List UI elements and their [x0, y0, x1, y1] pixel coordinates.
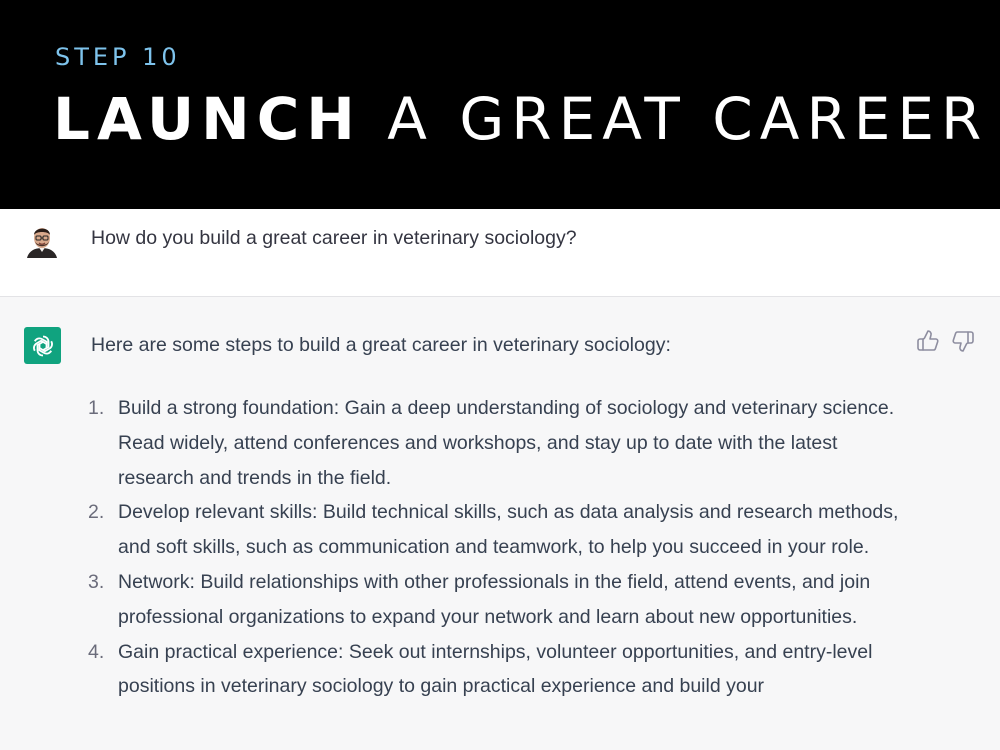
thumbs-up-icon[interactable] — [916, 329, 940, 353]
list-item — [88, 635, 911, 705]
user-avatar — [24, 222, 60, 258]
banner-title-bold: LAUNCH — [53, 85, 362, 153]
user-message-row — [0, 209, 1000, 297]
list-item — [88, 495, 911, 565]
steps-list — [88, 391, 911, 704]
list-item-text: Gain practical experience: Seek out internships, volunteer opportunities, and entry-level positions in veterinary sociology to gain practical experience and build your — [118, 640, 873, 698]
thumbs-down-icon[interactable] — [951, 329, 975, 353]
list-number: 1. — [88, 397, 105, 419]
list-number: 2. — [88, 501, 105, 524]
list-item-text: Develop relevant skills: Build technical skills, such as data analysis and research methods, and soft skills, such as communication and teamwork, to help you succeed in your role. — [118, 501, 899, 559]
user-question: How do you build a great career in veterinary sociology? — [91, 227, 577, 249]
list-item-text: Network: Build relationships with other professionals in the field, attend events, and join professional organizations to expand your network and learn about new opportunities. — [118, 570, 871, 628]
header-banner — [0, 0, 1000, 209]
banner-title-rest: A GREAT CAREER — [387, 85, 989, 153]
list-item — [88, 565, 911, 635]
list-item — [88, 391, 911, 495]
assistant-logo-icon — [24, 327, 61, 364]
list-number: 3. — [88, 570, 105, 593]
assistant-message-row — [0, 297, 1000, 750]
banner-title — [53, 86, 988, 152]
list-item-text: Build a strong foundation: Gain a deep understanding of sociology and veterinary science. Read widely, attend conferences and workshops, and stay up to date with the latest research and trends in the field. — [118, 397, 895, 489]
assistant-intro: Here are some steps to build a great career in veterinary sociology: — [91, 334, 671, 356]
list-number: 4. — [88, 640, 105, 663]
step-label: STEP 10 — [55, 43, 181, 71]
